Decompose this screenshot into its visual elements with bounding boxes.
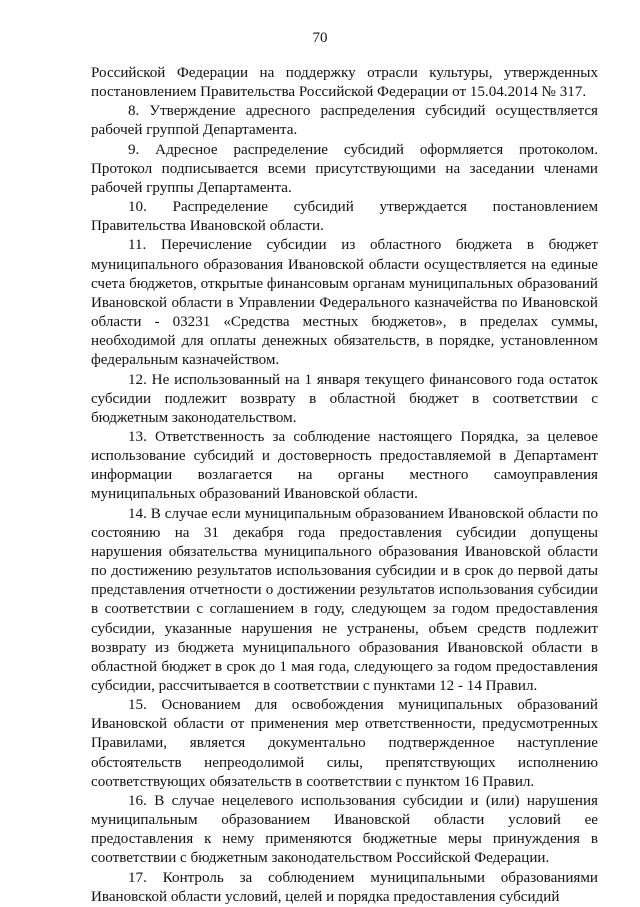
paragraph-15: 15. Основанием для освобождения муниципальных образований Ивановской области от применения мер ответственности, предусмотренных Правилами, является документально подтвержденное наступление обстоятельств непреодолимой силы, препятствующих исполнению соответствующих обязательств в соответствии с пунктом 16 Правил. — [91, 697, 598, 790]
paragraph-11: 11. Перечисление субсидии из областного бюджета в бюджет муниципального образования Ивановской области осуществляется на единые счета бюджетов, открытые финансовым органам муниципальных образований Ивановской области в Управлении Федерального казначейства по Ивановской области - 03231 «Средства местных бюджетов», в пределах суммы, необходимой для оплаты денежных обязательств, в порядке, установленном федеральным казначейством. — [91, 237, 598, 369]
paragraph-10: 10. Распределение субсидий утверждается постановлением Правительства Ивановской области. — [91, 199, 598, 235]
page-number: 70 — [312, 30, 328, 46]
document-body — [91, 64, 598, 907]
paragraph-8: 8. Утверждение адресного распределения субсидий осуществляется рабочей группой Департамента. — [91, 103, 598, 139]
paragraph-9: 9. Адресное распределение субсидий оформляется протоколом. Протокол подписывается всеми присутствующими на заседании членами рабочей группы Департамента. — [91, 141, 598, 196]
paragraph-17: 17. Контроль за соблюдением муниципальными образованиями Ивановской области условий, целей и порядка предоставления субсидий — [91, 869, 598, 905]
paragraph-12: 12. Не использованный на 1 января текущего финансового года остаток субсидии подлежит возврату в областной бюджет в соответствии с бюджетным законодательством. — [91, 371, 598, 426]
paragraph-16: 16. В случае нецелевого использования субсидии и (или) нарушения муниципальным образованием Ивановской области условий ее предоставления к нему применяются бюджетные меры принуждения в соответствии с бюджетным законодательством Российской Федерации. — [91, 792, 598, 867]
paragraph-continuation: Российской Федерации на поддержку отрасли культуры, утвержденных постановлением Правительства Российской Федерации от 15.04.2014 № 317. — [91, 65, 598, 101]
paragraph-13: 13. Ответственность за соблюдение настоящего Порядка, за целевое использование субсидий и достоверность предоставляемой в Департамент информации возлагается на органы местного самоуправления муниципальных образований Ивановской области. — [91, 428, 598, 503]
paragraph-14: 14. В случае если муниципальным образованием Ивановской области по состоянию на 31 декабря года предоставления субсидии допущены нарушения обязательства муниципального образования Ивановской области по достижению результатов использования субсидии и в срок до первой даты представления отчетности о достижении результатов использования субсидии в соответствии с соглашением в году, следующем за годом предоставления субсидии, указанные нарушения не устранены, объем средств подлежит возврату из бюджета муниципального образования Ивановской области в областной бюджет в срок до 1 мая года, следующего за годом предоставления субсидии, рассчитывается в соответствии с пунктами 12 - 14 Правил. — [91, 505, 598, 694]
